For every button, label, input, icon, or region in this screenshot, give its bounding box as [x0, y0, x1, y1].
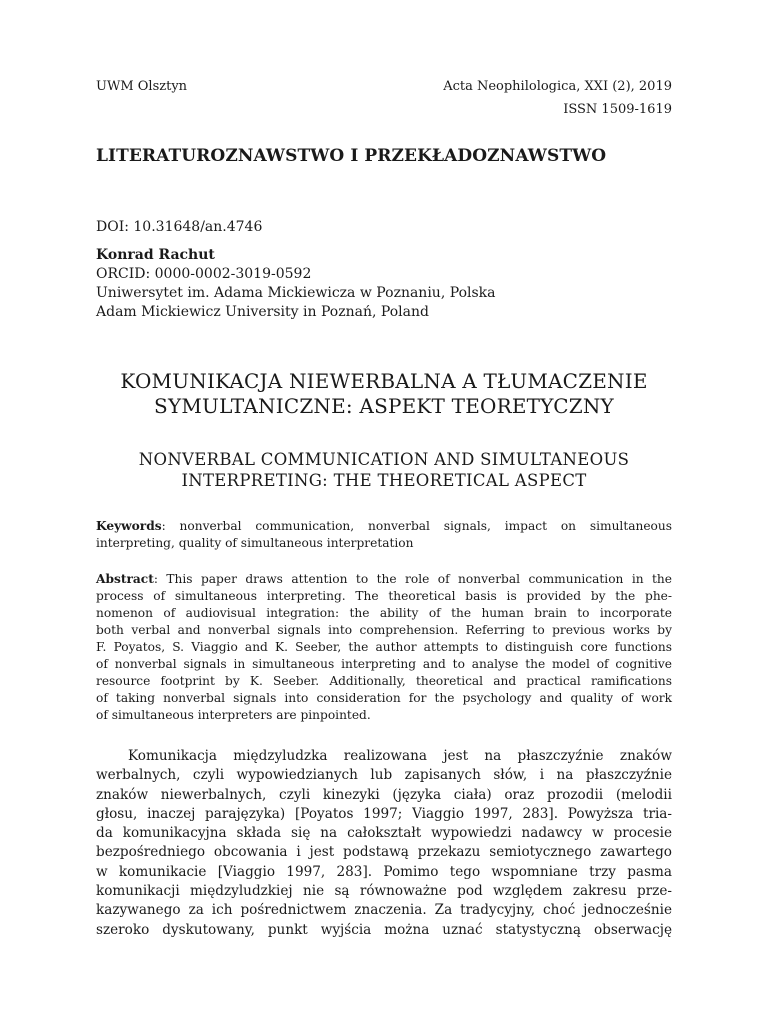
author-orcid: ORCID: 0000-0002-3019-0592	[96, 266, 312, 282]
body-line: kazywanego za ich pośrednictwem znaczenia. Za tradycyjny, choć jednocześnie	[96, 902, 672, 919]
title-en-line-1: NONVERBAL COMMUNICATION AND SIMULTANEOUS	[138, 450, 630, 469]
journal-header: Acta Neophilologica, XXI (2), 2019	[443, 79, 672, 94]
body-line: bezpośredniego obcowania i jest podstawą przekazu semiotycznego zawartego	[96, 844, 672, 861]
abstract-line: both verbal and nonverbal signals into comprehension. Referring to previous works by	[96, 623, 672, 637]
section-title: LITERATUROZNAWSTWO I PRZEKŁADOZNAWSTWO	[96, 146, 607, 166]
body-line: głosu, inaczej parajęzyka) [Poyatos 1997; Viaggio 1997, 283]. Powyższa tria-	[96, 805, 672, 822]
abstract-line: resource footprint by K. Seeber. Additionally, theoretical and practical ramifications	[96, 674, 672, 688]
keywords-line: : nonverbal communication, nonverbal signals, impact on simultaneous	[161, 519, 672, 533]
title-en-line-2: INTERPRETING: THE THEORETICAL ASPECT	[181, 471, 587, 490]
abstract-block	[96, 571, 672, 724]
body-line: komunikacji międzyludzkiej nie są równoważne pod względem zakresu prze-	[96, 883, 672, 900]
body-line: Komunikacja międzyludzka realizowana jest na płaszczyźnie znaków	[128, 748, 672, 764]
institution-header: UWM Olsztyn	[96, 79, 188, 94]
doi-line: DOI: 10.31648/an.4746	[96, 219, 263, 235]
body-line: w komunikacie [Viaggio 1997, 283]. Pomimo tego wspomniane trzy pasma	[96, 863, 672, 880]
abstract-line: nomenon of audiovisual integration: the ability of the human brain to incorporate	[96, 606, 672, 620]
keywords-block	[96, 518, 672, 552]
title-pl-line-1: KOMUNIKACJA NIEWERBALNA A TŁUMACZENIE	[120, 369, 648, 393]
article-title-en	[96, 449, 672, 491]
author-name: Konrad Rachut	[96, 247, 215, 263]
body-line: szeroko dyskutowany, punkt wyjścia można uznać statystyczną obserwację	[96, 921, 672, 938]
title-pl-line-2: SYMULTANICZNE: ASPEKT TEORETYCZNY	[154, 394, 614, 418]
affiliation-en: Adam Mickiewicz University in Poznań, Poland	[96, 304, 429, 320]
abstract-line: of simultaneous interpreters are pinpointed.	[96, 708, 371, 722]
body-paragraph	[96, 747, 672, 940]
article-title-pl	[96, 369, 672, 419]
abstract-label: Abstract	[96, 572, 154, 586]
issn-label: ISSN 1509-1619	[563, 102, 672, 117]
abstract-line: process of simultaneous interpreting. The theoretical basis is provided by the phe-	[96, 589, 672, 603]
affiliation-pl: Uniwersytet im. Adama Mickiewicza w Poznaniu, Polska	[96, 285, 496, 301]
keywords-line: interpreting, quality of simultaneous interpretation	[96, 536, 414, 550]
body-line: znaków niewerbalnych, czyli kinezyki (języka ciała) oraz prozodii (melodii	[96, 786, 672, 803]
keywords-label: Keywords	[96, 519, 162, 533]
abstract-line: F. Poyatos, S. Viaggio and K. Seeber, the author attempts to distinguish core functions	[96, 640, 672, 654]
body-line: werbalnych, czyli wypowiedzianych lub zapisanych słów, i na płaszczyźnie	[96, 767, 672, 784]
abstract-line: : This paper draws attention to the role of nonverbal communication in the	[153, 572, 672, 586]
abstract-line: of taking nonverbal signals into consideration for the psychology and quality of work	[96, 691, 672, 705]
abstract-line: of nonverbal signals in simultaneous interpreting and to analyse the model of cognitive	[96, 657, 672, 671]
body-line: da komunikacyjna składa się na całokształt wypowiedzi nadawcy w procesie	[96, 825, 672, 842]
